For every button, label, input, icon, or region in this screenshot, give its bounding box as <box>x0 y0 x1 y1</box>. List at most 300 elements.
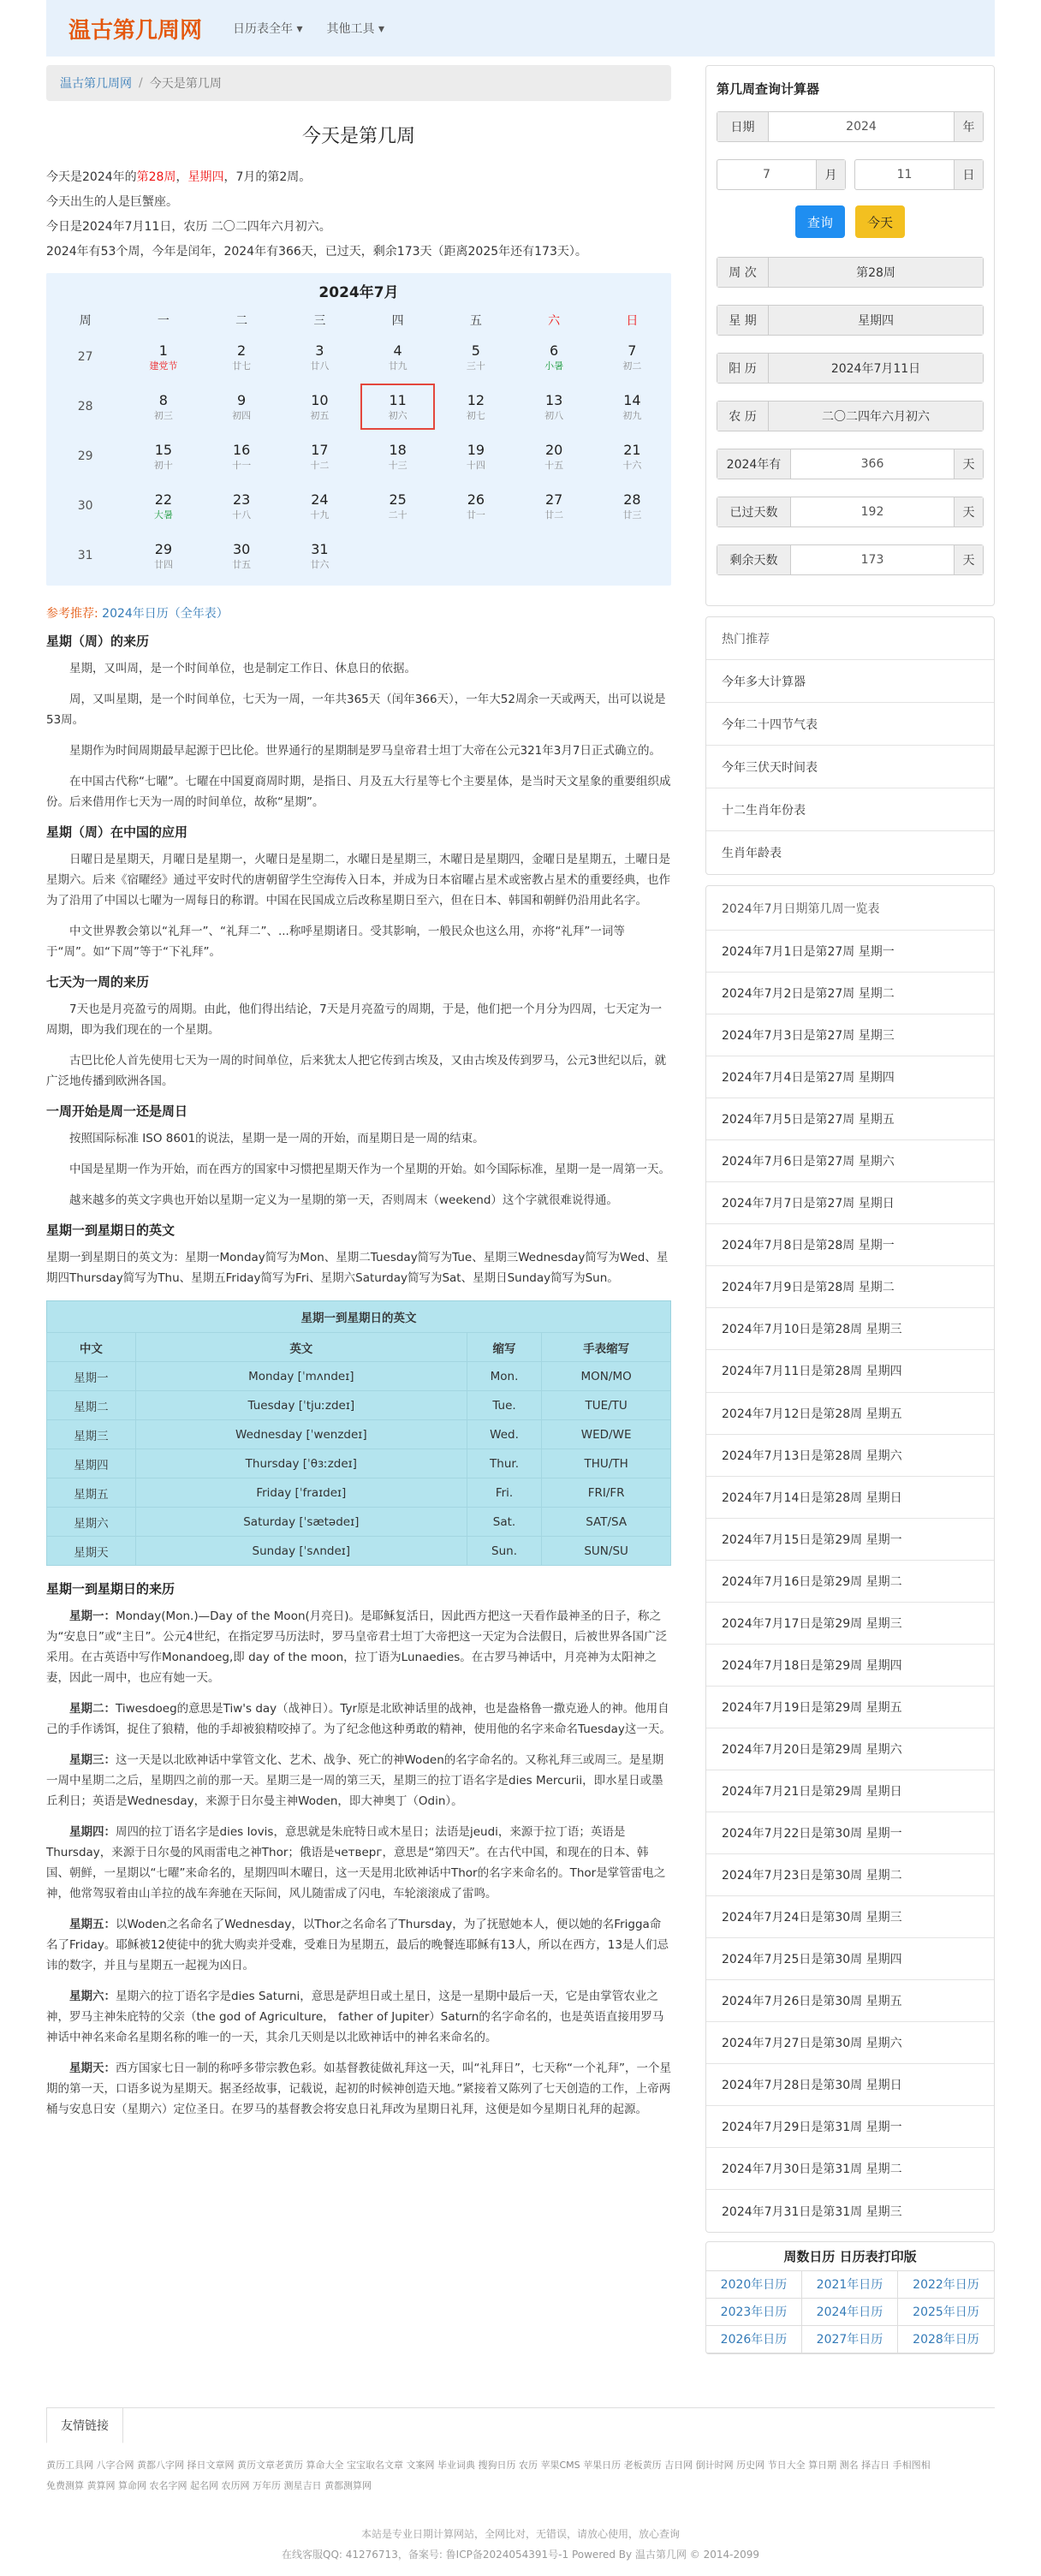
table-header-cell: 英文 <box>135 1333 467 1362</box>
lunar-day: 初十 <box>153 460 173 471</box>
lunar-day: 十六 <box>622 460 642 471</box>
day-week-link[interactable]: 2024年7月11日是第28周 星期四 <box>706 1350 994 1392</box>
day-week-link[interactable]: 2024年7月15日是第29周 星期一 <box>706 1519 994 1561</box>
day-week-link[interactable]: 2024年7月28日是第30周 星期日 <box>706 2064 994 2106</box>
breadcrumb-separator: / <box>139 76 143 90</box>
calendar-day-cell[interactable] <box>203 481 281 531</box>
calendar-day-cell[interactable] <box>593 332 671 382</box>
count-value: 192 <box>791 497 954 527</box>
print-panel-title: 周数日历 日历表打印版 <box>706 2242 994 2271</box>
calendar-week-row <box>46 431 671 481</box>
day-number: 21 <box>623 442 641 458</box>
table-cell: Tuesday [ˈtjuːzdeɪ] <box>135 1391 467 1420</box>
lunar-day: 廿一 <box>466 509 485 521</box>
today-button[interactable]: 今天 <box>855 205 905 238</box>
table-cell: SAT/SA <box>542 1508 671 1537</box>
table-cell: Fri. <box>467 1478 542 1508</box>
table-cell: WED/WE <box>542 1420 671 1449</box>
nav-calendar-menu[interactable] <box>233 20 302 37</box>
count-label: 已过天数 <box>717 497 791 527</box>
day-number: 14 <box>623 392 641 408</box>
section-heading: 星期一到星期日的英文 <box>46 1223 175 1238</box>
table-caption: 星期一到星期日的英文 <box>46 1300 671 1332</box>
week-number: 29 <box>77 449 93 463</box>
year-input-group <box>717 111 984 142</box>
table-cell: Sunday [ˈsʌndeɪ] <box>135 1537 467 1566</box>
result-value: 2024年7月11日 <box>769 354 983 383</box>
week-calculator <box>705 65 995 606</box>
site-logo[interactable]: 温古第几周网 <box>68 17 203 44</box>
calendar-day-cell[interactable] <box>281 431 359 481</box>
result-label: 周 次 <box>717 258 769 287</box>
count-unit: 天 <box>954 545 983 574</box>
table-cell: Sun. <box>467 1537 542 1566</box>
calendar-day-cell[interactable] <box>515 332 593 382</box>
calendar-day-cell[interactable] <box>124 531 202 580</box>
print-calendar-link[interactable]: 2027年日历 <box>802 2326 898 2353</box>
table-row <box>47 1508 671 1537</box>
calendar-day-cell[interactable] <box>515 382 593 431</box>
summary-sep: ， <box>175 170 188 184</box>
hot-panel-title: 热门推荐 <box>706 617 994 660</box>
table-row <box>47 1478 671 1508</box>
main-content <box>46 111 671 2130</box>
article-paragraph: 中国是星期一作为开始，而在西方的国家中习惯把星期天作为一个星期的开始。如今国际标准，星期一是一周第一天。 <box>69 1163 670 1176</box>
lunar-day: 十三 <box>388 460 407 471</box>
current-week-number: 第28周 <box>136 170 176 184</box>
day-input[interactable]: 11 <box>896 168 913 181</box>
day-week-link[interactable]: 2024年7月26日是第30周 星期五 <box>706 1980 994 2022</box>
calendar-day-cell[interactable] <box>124 332 202 382</box>
week-number: 28 <box>77 400 93 413</box>
recommend-line <box>46 604 671 622</box>
page-title: 今天是第几周 <box>301 126 415 147</box>
section-heading: 七天为一周的来历 <box>46 974 150 990</box>
print-calendar-link[interactable]: 2022年日历 <box>898 2271 994 2299</box>
breadcrumb-current: 今天是第几周 <box>149 77 222 91</box>
date-label: 日期 <box>717 112 769 141</box>
table-cell: Tue. <box>467 1391 542 1420</box>
origin-text: 周四的拉丁语名字是dies Iovis，意思就是朱庇特日或木星日；法语是jeudi，来源于拉丁语；英语是Thursday，来源于日尔曼的风雨雷电之神Thor；俄语是четверг，意思是“第四天”。在古代中国，和现在的日本、韩国、朝鲜，一星期以“七曜”来命名的，星期四叫木曜日，这一天是用北欧神话中Thor的名字来命名的。Thor是掌管雷电之神，他常驾驭着由山羊拉的战车奔驰在天际间，风儿随雷成了闪电，车轮滚滚成了雷鸣。 <box>46 1825 666 1901</box>
day-week-link[interactable]: 2024年7月21日是第29周 星期日 <box>706 1770 994 1812</box>
day-number: 30 <box>232 541 251 557</box>
day-week-link[interactable]: 2024年7月30日是第31周 星期二 <box>706 2148 994 2190</box>
day-week-link[interactable]: 2024年7月5日是第27周 星期五 <box>706 1098 994 1140</box>
article-paragraph: 周，又叫星期，是一个时间单位，七天为一周，一年共365天（闰年366天），一年大52周余一天或两天，出可以说是53周。 <box>46 693 666 727</box>
lunar-day: 大暑 <box>153 509 173 521</box>
lunar-day: 廿八 <box>310 360 330 372</box>
calendar-day-cell[interactable] <box>437 481 515 531</box>
table-row <box>47 1537 671 1566</box>
calendar-header-cell: 三 <box>313 314 326 328</box>
lunar-day: 小暑 <box>544 360 564 372</box>
calendar-day-cell[interactable] <box>359 431 437 481</box>
lunar-day: 初四 <box>232 410 252 421</box>
origin-label: 星期四： <box>69 1825 116 1839</box>
day-week-link[interactable]: 2024年7月3日是第27周 星期三 <box>706 1014 994 1056</box>
lunar-day: 二十 <box>388 509 407 521</box>
print-calendar-link[interactable]: 2020年日历 <box>706 2271 802 2299</box>
article-paragraph: 星期，又叫周，是一个时间单位，也是制定工作日、休息日的依据。 <box>69 662 416 675</box>
day-number: 10 <box>311 392 329 408</box>
calendar-day-cell <box>437 531 515 580</box>
article-paragraph: 星期一到星期日的英文为：星期一Monday简写为Mon、星期二Tuesday简写为Tue、星期三Wednesday简写为Wed、星期四Thursday简写为Thu、星期五Friday简写为Fri、星期六Saturday简写为Sat、星期日Sunday简写为Sun。 <box>46 1251 669 1285</box>
article-paragraph: 星期作为时间周期最早起源于巴比伦。世界通行的星期制是罗马皇帝君士坦丁大帝在公元321年3月7日正式确立的。 <box>69 744 661 758</box>
article-paragraph: 日曜日是星期天，月曜日是星期一，火曜日是星期二，水曜日是星期三，木曜日是星期四，金曜日是星期五，土曜日是星期六。后来《宿曜经》通过平安时代的唐朝留学生空海传入日本，并成为日本宿曜占星术或密教占星术的重要经典，也作为了沿用了中国以七曜为一周每日的称谓。中国在民国成立后改称星期日至六，但在日本、韩国和朝鲜仍沿用此名字。 <box>46 853 670 907</box>
table-cell: Friday [ˈfraɪdeɪ] <box>135 1478 467 1508</box>
calculator-title: 第几周查询计算器 <box>717 81 820 97</box>
calendar-day-cell[interactable] <box>359 332 437 382</box>
summary-text: ，7月的第2周。 <box>223 170 312 184</box>
calendar-week-row <box>46 481 671 531</box>
table-header-cell: 缩写 <box>467 1333 542 1362</box>
origin-text: 以Woden之名命名了Wednesday，以Thor之名命名了Thursday，为了抚慰她本人，便以她的名Frigga命名了Friday。耶稣被12使徒中的犹大购卖并受难，受难日为星期五，最后的晚餐连耶稣有13人，所以在西方，13是人们忌讳的数字，并且与星期五一起视为凶日。 <box>46 1918 669 1972</box>
count-unit: 天 <box>954 449 983 479</box>
table-cell: THU/TH <box>542 1449 671 1478</box>
day-week-link[interactable]: 2024年7月18日是第29周 星期四 <box>706 1645 994 1687</box>
day-number: 23 <box>232 491 251 508</box>
day-week-link[interactable]: 2024年7月13日是第28周 星期六 <box>706 1435 994 1477</box>
day-number: 28 <box>623 491 641 508</box>
count-row <box>717 544 984 575</box>
origin-paragraph <box>46 1986 671 2048</box>
calendar-day-cell[interactable] <box>281 332 359 382</box>
print-calendar-link[interactable]: 2023年日历 <box>706 2299 802 2326</box>
calendar-header-cell: 一 <box>157 314 170 328</box>
hot-recommend-link[interactable]: 十二生肖年份表 <box>706 788 994 831</box>
section-heading: 星期（周）的来历 <box>46 634 150 649</box>
lunar-day: 初三 <box>153 410 173 421</box>
table-header-cell: 手表缩写 <box>542 1333 671 1362</box>
table-cell: 星期六 <box>47 1508 136 1537</box>
month-unit: 月 <box>816 160 845 189</box>
day-number: 4 <box>393 342 402 359</box>
day-number: 17 <box>311 442 329 458</box>
day-number: 8 <box>158 392 168 408</box>
calendar-day-cell[interactable] <box>359 382 437 431</box>
table-cell: FRI/FR <box>542 1478 671 1508</box>
query-button[interactable]: 查询 <box>795 205 845 238</box>
calendar-grid <box>46 308 671 580</box>
count-label: 剩余天数 <box>717 545 791 574</box>
recommend-label: 参考推荐: <box>46 607 98 621</box>
day-week-link[interactable]: 2024年7月9日是第28周 星期二 <box>706 1266 994 1308</box>
month-calendar <box>46 273 671 586</box>
calendar-day-cell[interactable] <box>203 382 281 431</box>
day-week-link[interactable]: 2024年7月10日是第28周 星期三 <box>706 1308 994 1350</box>
calendar-day-cell[interactable] <box>124 481 202 531</box>
hot-recommend-link[interactable]: 今年多大计算器 <box>706 660 994 703</box>
table-cell: 星期三 <box>47 1420 136 1449</box>
table-cell: Sat. <box>467 1508 542 1537</box>
table-cell: Mon. <box>467 1362 542 1391</box>
friend-links-tab[interactable]: 友情链接 <box>46 2407 123 2443</box>
lunar-day: 十二 <box>310 460 330 471</box>
friend-links-row[interactable]: 免费测算 黄算网 算命网 农名字网 起名网 农历网 万年历 测星吉日 黄都测算网 <box>46 2480 372 2491</box>
year-input[interactable]: 2024 <box>846 120 877 134</box>
table-cell: 星期五 <box>47 1478 136 1508</box>
day-week-link[interactable]: 2024年7月16日是第29周 星期二 <box>706 1561 994 1603</box>
result-value: 星期四 <box>769 306 983 335</box>
lunar-day: 三十 <box>466 360 485 372</box>
lunar-day: 初七 <box>466 410 485 421</box>
day-week-link[interactable]: 2024年7月23日是第30周 星期二 <box>706 1854 994 1896</box>
caret-down-icon: ▾ <box>378 22 384 36</box>
count-row <box>717 497 984 527</box>
origin-label: 星期一： <box>69 1609 116 1623</box>
lunar-day: 建党节 <box>149 360 178 372</box>
day-number: 26 <box>467 491 485 508</box>
lunar-day: 初六 <box>388 410 407 421</box>
calendar-header-cell: 四 <box>391 314 404 328</box>
lunar-day: 廿三 <box>622 509 642 521</box>
calendar-header-cell: 周 <box>79 314 92 328</box>
table-cell: Thur. <box>467 1449 542 1478</box>
table-cell: Wednesday [ˈwenzdeɪ] <box>135 1420 467 1449</box>
lunar-day: 廿九 <box>388 360 407 372</box>
origin-paragraph <box>46 1822 671 1904</box>
day-week-link[interactable]: 2024年7月25日是第30周 星期四 <box>706 1938 994 1980</box>
result-label: 阳 历 <box>717 354 769 383</box>
calendar-day-cell[interactable] <box>281 481 359 531</box>
weekday-english-table <box>46 1300 671 1566</box>
day-week-link[interactable]: 2024年7月19日是第29周 星期五 <box>706 1687 994 1728</box>
summary-text: 今天是2024年的 <box>46 170 137 184</box>
table-cell: Thursday [ˈθɜːzdeɪ] <box>135 1449 467 1478</box>
article-paragraph: 古巴比伦人首先使用七天为一周的时间单位，后来犹太人把它传到古埃及，又由古埃及传到罗马，公元3世纪以后，就广泛地传播到欧洲各国。 <box>46 1054 667 1088</box>
calendar-day-cell[interactable] <box>437 332 515 382</box>
day-number: 18 <box>389 442 407 458</box>
calendar-day-cell[interactable] <box>359 481 437 531</box>
calendar-header-cell: 日 <box>626 314 639 328</box>
hot-recommend-link[interactable]: 今年三伏天时间表 <box>706 746 994 788</box>
calendar-day-cell[interactable] <box>124 382 202 431</box>
calendar-day-cell[interactable] <box>515 431 593 481</box>
calendar-title: 2024年7月 <box>318 284 399 301</box>
table-cell: 星期天 <box>47 1537 136 1566</box>
print-calendar-link[interactable]: 2025年日历 <box>898 2299 994 2326</box>
day-week-link[interactable]: 2024年7月20日是第29周 星期六 <box>706 1728 994 1770</box>
count-value: 366 <box>791 449 954 479</box>
week-number-cell <box>46 382 124 431</box>
day-week-link[interactable]: 2024年7月17日是第29周 星期三 <box>706 1603 994 1645</box>
day-number: 5 <box>471 342 480 359</box>
day-input-group <box>854 159 984 190</box>
count-row <box>717 449 984 479</box>
origin-label: 星期五： <box>69 1918 116 1931</box>
count-unit: 天 <box>954 497 983 527</box>
top-navbar <box>46 0 995 57</box>
table-cell: SUN/SU <box>542 1537 671 1566</box>
hot-recommend-link[interactable]: 生肖年龄表 <box>722 847 782 860</box>
days-panel-title: 2024年7月日期第几周一览表 <box>706 886 994 931</box>
table-cell: MON/MO <box>542 1362 671 1391</box>
lunar-day: 廿四 <box>153 559 173 570</box>
day-week-link[interactable]: 2024年7月4日是第27周 星期四 <box>706 1056 994 1098</box>
week-number: 30 <box>77 499 93 513</box>
day-week-link[interactable]: 2024年7月22日是第30周 星期一 <box>706 1812 994 1854</box>
calendar-day-cell[interactable] <box>281 382 359 431</box>
calendar-day-cell[interactable] <box>124 431 202 481</box>
day-week-link[interactable]: 2024年7月29日是第31周 星期一 <box>706 2106 994 2148</box>
day-week-link[interactable]: 2024年7月27日是第30周 星期六 <box>706 2022 994 2064</box>
result-value: 第28周 <box>769 258 983 287</box>
article-paragraph: 在中国古代称“七曜”。七曜在中国夏商周时期，是指日、月及五大行星等七个主要星体，是当时天文星象的重要组织成份。后来借用作七天为一周的时间单位，故称“星期”。 <box>46 775 671 809</box>
friend-links <box>46 2407 995 2496</box>
calendar-week-row <box>46 531 671 580</box>
hot-recommend-panel <box>705 616 995 875</box>
origin-text: 星期六的拉丁语名字是dies Saturni，意思是萨坦日或土星日，这是一星期中最后一天，它是由掌管农业之神，罗马主神朱庇特的父亲（the god of Agriculture， father of Jupiter）Saturn的名字命名的，也是英语直接用罗马神话中神名来命名星期名称的唯一的一天，其余几天则是以北欧神话中的神名来命名的。 <box>46 1990 664 2044</box>
day-number: 2 <box>237 342 247 359</box>
lunar-day: 初八 <box>544 410 564 421</box>
origin-text: Tiwesdoeg的意思是Tiw's day（战神日）。Tyr原是北欧神话里的战神，也是盎格鲁一撒克逊人的神。他用自己的手作诱饵，捉住了狼精，他的手却被狼精咬掉了。为了纪念他这种勇敢的精神，使用他的名字来命名Tuesday这一天。 <box>46 1702 671 1736</box>
table-cell: 星期一 <box>47 1362 136 1391</box>
article-paragraph: 中文世界教会第以“礼拜一”、“礼拜二”、...称呼星期诸日。受其影响，一般民众也这么用，亦将“礼拜”一词等于“周”。如“下周”等于“下礼拜”。 <box>46 925 625 959</box>
week-number-cell <box>46 332 124 382</box>
section-heading: 星期一到星期日的来历 <box>46 1581 175 1597</box>
week-number-cell <box>46 531 124 580</box>
article-paragraph: 7天也是月亮盈亏的周期。由此，他们得出结论，7天是月亮盈亏的周期，于是，他们把一个月分为四周，七天定为一周期，即为我们现在的一个星期。 <box>46 1002 663 1037</box>
print-calendar-link[interactable]: 2028年日历 <box>898 2326 994 2353</box>
calendar-week-row <box>46 382 671 431</box>
lunar-day: 十一 <box>232 460 252 471</box>
lunar-date-line: 今日是2024年7月11日，农历 二〇二四年六月初六。 <box>46 220 331 234</box>
table-cell: 星期四 <box>47 1449 136 1478</box>
result-row <box>717 257 984 288</box>
calendar-day-cell[interactable] <box>437 382 515 431</box>
calendar-day-cell[interactable] <box>203 531 281 580</box>
footer-copyright: 在线客服QQ: 41276713，备案号: 鲁ICP备2024054391号-1 Powered By 温古第几网 © 2014-2099 <box>282 2549 759 2561</box>
origin-text: Monday(Mon.)—Day of the Moon(月亮日)。是耶稣复活日，因此西方把这一天看作最神圣的日子，称之为“安息日”或“主日”。公元4世纪，在指定罗马历法时，罗马皇帝君士坦丁大帝把这一天定为合法假日，后被世界各国广泛采用。在古英语中写作Monandoeg,即 day of the moon，拉丁语为Lunaedies。在古罗马神话中，月亮神为太阳神之妻，因此一周中，也应有她一天。 <box>46 1609 668 1685</box>
calendar-day-cell[interactable] <box>203 332 281 382</box>
page-footer <box>46 2524 995 2565</box>
section-heading: 星期（周）在中国的应用 <box>46 824 188 840</box>
table-row <box>47 1362 671 1391</box>
table-cell: TUE/TU <box>542 1391 671 1420</box>
week-number: 31 <box>77 549 93 562</box>
article-paragraph: 越来越多的英文字典也开始以星期一定义为一星期的第一天，否则周末（weekend）这个字就很难说得通。 <box>69 1193 618 1207</box>
day-number: 22 <box>154 491 173 508</box>
count-label: 2024年有 <box>717 449 791 479</box>
day-number: 7 <box>628 342 637 359</box>
calendar-header-cell: 五 <box>469 314 482 328</box>
calendar-day-cell[interactable] <box>515 481 593 531</box>
lunar-day: 廿二 <box>544 509 564 521</box>
lunar-day: 廿六 <box>310 559 330 570</box>
breadcrumb-home[interactable]: 温古第几周网 <box>60 77 132 91</box>
print-calendar-link[interactable]: 2024年日历 <box>802 2299 898 2326</box>
origin-text: 这一天是以北欧神话中掌管文化、艺术、战争、死亡的神Woden的名字命名的。又称礼拜三或周三。是星期一周中星期二之后，星期四之前的那一天。星期三是一周的第三天，星期三的拉丁语名字是dies Mercurii，即水星日或墨丘利日；英语是Wednesday，来源于日尔曼主神Woden，即大神奥丁（Odin）。 <box>46 1753 664 1808</box>
calendar-day-cell[interactable] <box>593 431 671 481</box>
day-number: 3 <box>315 342 324 359</box>
lunar-day: 廿五 <box>232 559 252 570</box>
table-cell: Monday [ˈmʌndeɪ] <box>135 1362 467 1391</box>
article-paragraph: 按照国际标准 ISO 8601的说法，星期一是一周的开始，而星期日是一周的结束。 <box>69 1132 485 1145</box>
result-value: 二〇二四年六月初六 <box>769 402 983 431</box>
result-row <box>717 401 984 431</box>
calendar-day-cell[interactable] <box>437 431 515 481</box>
lunar-day: 初二 <box>622 360 642 372</box>
day-week-link[interactable]: 2024年7月6日是第27周 星期六 <box>706 1140 994 1182</box>
calendar-day-cell[interactable] <box>203 431 281 481</box>
recommend-link[interactable]: 2024年日历（全年表） <box>102 607 229 621</box>
origin-label: 星期天： <box>69 2061 116 2075</box>
day-number: 24 <box>311 491 329 508</box>
day-number: 27 <box>544 491 563 508</box>
lunar-day: 初九 <box>622 410 642 421</box>
calendar-day-cell[interactable] <box>593 382 671 431</box>
day-week-link[interactable]: 2024年7月2日是第27周 星期二 <box>706 973 994 1014</box>
print-calendar-link[interactable]: 2021年日历 <box>802 2271 898 2299</box>
day-week-link[interactable]: 2024年7月8日是第28周 星期一 <box>706 1224 994 1266</box>
day-number: 16 <box>232 442 251 458</box>
month-input[interactable]: 7 <box>763 168 770 181</box>
calendar-day-cell <box>515 531 593 580</box>
summary-week-line <box>46 165 671 190</box>
lunar-day: 十五 <box>544 460 564 471</box>
origin-label: 星期六： <box>69 1990 116 2003</box>
july-week-list-panel <box>705 885 995 2233</box>
lunar-day: 初五 <box>310 410 330 421</box>
day-number: 1 <box>158 342 168 359</box>
day-number: 15 <box>154 442 173 458</box>
result-row <box>717 353 984 384</box>
day-week-link[interactable]: 2024年7月1日是第27周 星期一 <box>706 931 994 973</box>
day-number: 9 <box>237 392 247 408</box>
day-week-link[interactable]: 2024年7月24日是第30周 星期三 <box>706 1896 994 1938</box>
origin-label: 星期三： <box>69 1753 116 1767</box>
origin-paragraph <box>46 1750 671 1812</box>
nav-calendar-label: 日历表全年 <box>233 22 294 36</box>
day-week-link[interactable]: 2024年7月12日是第28周 星期五 <box>706 1393 994 1435</box>
footer-notice: 本站是专业日期计算网站，全网比对，无错误，请放心使用，放心查询 <box>360 2528 680 2540</box>
day-week-link[interactable]: 2024年7月31日是第31周 星期三 <box>722 2204 902 2219</box>
table-row <box>47 1391 671 1420</box>
lunar-day: 十八 <box>232 509 252 521</box>
table-row <box>47 1449 671 1478</box>
printable-calendar-panel <box>705 2241 995 2354</box>
table-row <box>47 1420 671 1449</box>
breadcrumb <box>46 65 671 101</box>
lunar-day: 十九 <box>310 509 330 521</box>
week-number: 27 <box>77 350 93 364</box>
calendar-day-cell[interactable] <box>281 531 359 580</box>
calendar-header-cell: 二 <box>235 314 248 328</box>
calendar-day-cell <box>593 531 671 580</box>
current-weekday: 星期四 <box>187 170 224 184</box>
year-stats-line: 2024年有53个周，今年是闰年，2024年有366天，已过天，剩余173天（距离2025年还有173天）。 <box>46 245 587 259</box>
hot-recommend-link[interactable]: 今年二十四节气表 <box>706 703 994 746</box>
day-number: 20 <box>544 442 563 458</box>
calendar-day-cell[interactable] <box>593 481 671 531</box>
result-label: 农 历 <box>717 402 769 431</box>
day-week-link[interactable]: 2024年7月14日是第28周 星期日 <box>706 1477 994 1519</box>
day-week-link[interactable]: 2024年7月7日是第27周 星期日 <box>706 1182 994 1224</box>
origin-paragraph <box>46 1914 671 1976</box>
section-heading: 一周开始是周一还是周日 <box>46 1104 188 1119</box>
table-cell: Wed. <box>467 1420 542 1449</box>
calendar-week-row <box>46 332 671 382</box>
result-label: 星 期 <box>717 306 769 335</box>
table-header-cell: 中文 <box>47 1333 136 1362</box>
nav-tools-menu[interactable] <box>327 20 384 37</box>
friend-links-row[interactable]: 黄历工具网 八字合网 黄都八字网 择日文章网 黄历文章老黄历 算命大全 宝宝取名文章 文案网 毕业词典 搜狗日历 农历 苹果CMS 苹果日历 老板黄历 吉日网 倒计时网 历史网 节日大全 算日期 测名 择吉日 手相图相 <box>46 2460 931 2471</box>
day-number: 31 <box>311 541 329 557</box>
origin-paragraph <box>46 2058 671 2120</box>
month-input-group <box>717 159 846 190</box>
print-calendar-link[interactable]: 2026年日历 <box>706 2326 802 2353</box>
day-number: 25 <box>389 491 407 508</box>
